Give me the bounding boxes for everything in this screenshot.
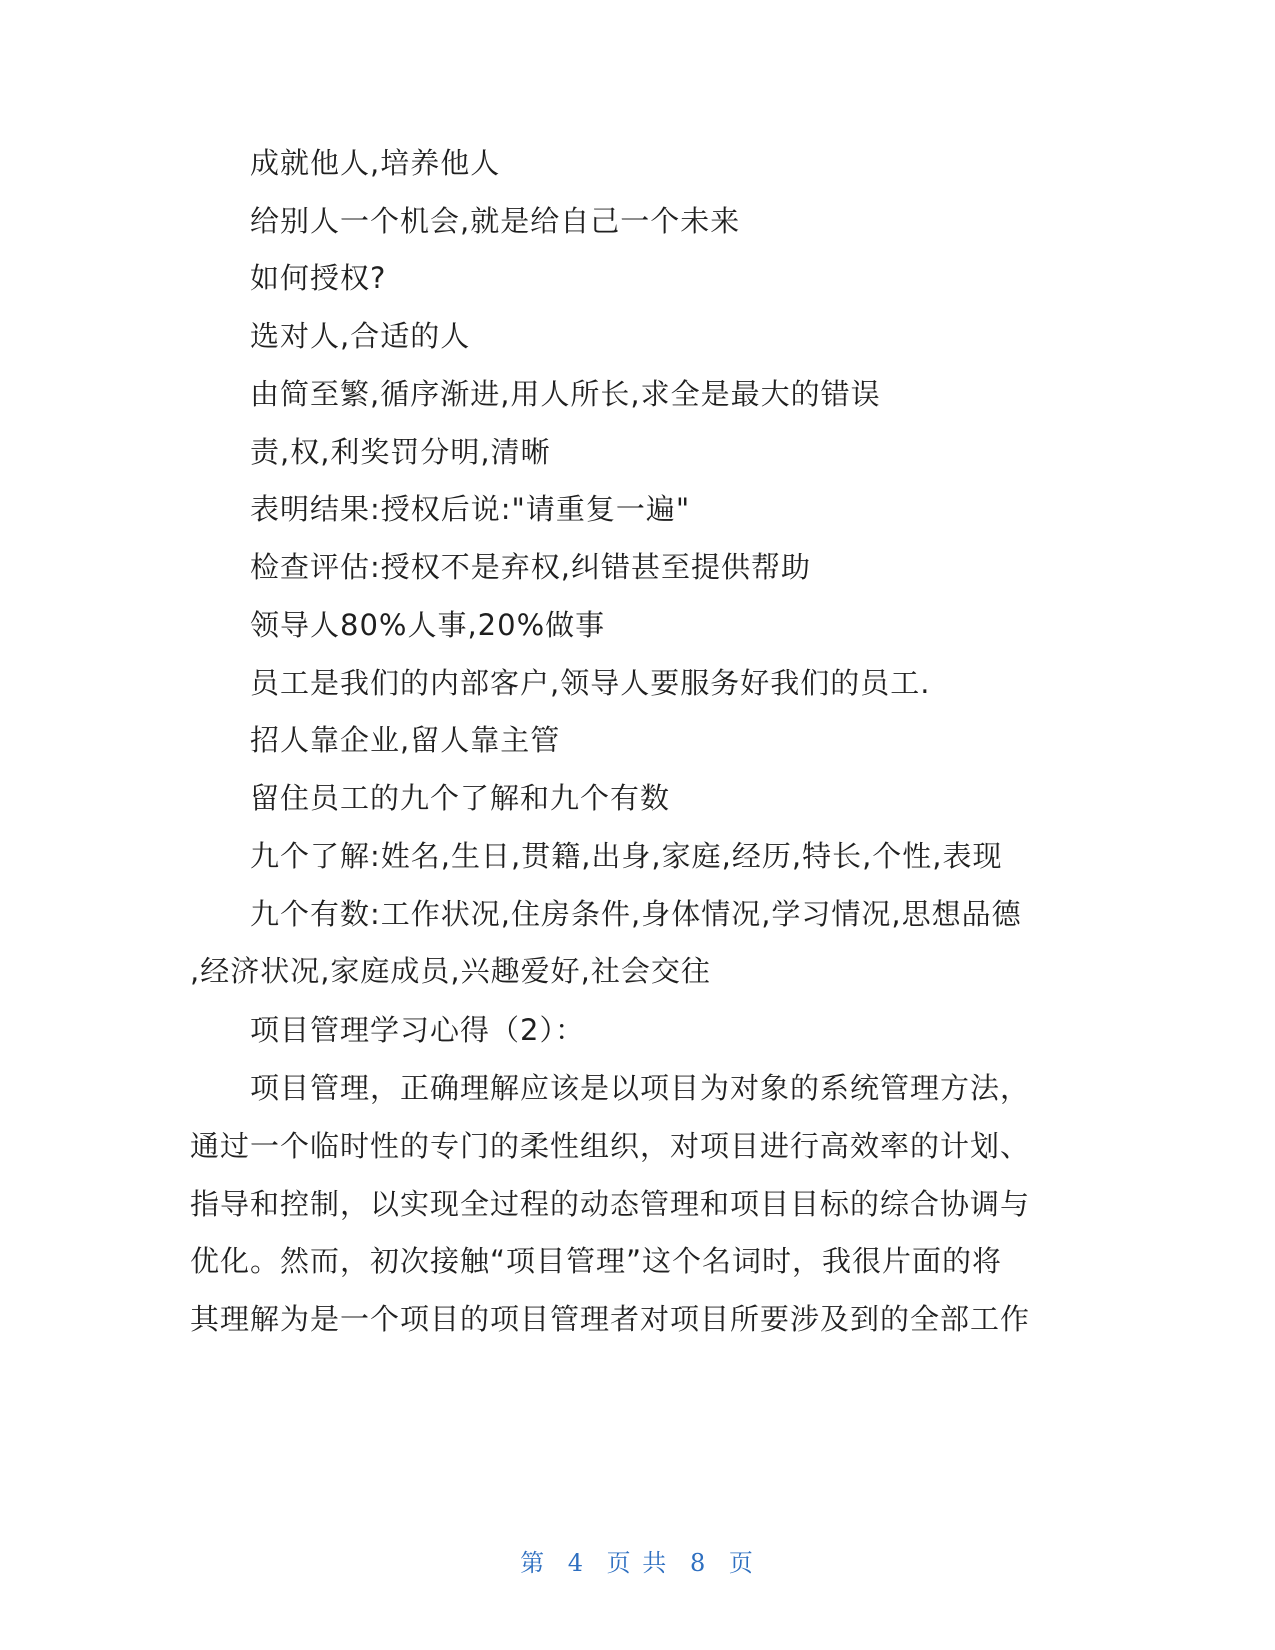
paragraph-line: 其理解为是一个项目的项目管理者对项目所要涉及到的全部工作: [190, 1302, 1031, 1336]
footer-middle: 页 共: [606, 1549, 669, 1577]
section-heading: 项目管理学习心得（2）：: [250, 1013, 585, 1047]
paragraph-line: 优化。然而，初次接触“项目管理”这个名词时，我很片面的将: [190, 1244, 1003, 1278]
text-line-continuation: ,经济状况,家庭成员,兴趣爱好,社会交往: [190, 954, 711, 988]
footer-total-pages: 8: [689, 1549, 708, 1577]
footer-prefix: 第: [520, 1549, 547, 1577]
text-line: 领导人80%人事,20%做事: [250, 608, 606, 642]
page-footer: [0, 1543, 1275, 1578]
footer-suffix: 页: [728, 1549, 755, 1577]
paragraph-line: 指导和控制，以实现全过程的动态管理和项目目标的综合协调与: [190, 1187, 1031, 1221]
text-line: 选对人,合适的人: [250, 319, 471, 353]
text-line: 九个了解:姓名,生日,贯籍,出身,家庭,经历,特长,个性,表现: [250, 839, 1003, 873]
footer-page-number: 4: [567, 1549, 586, 1577]
text-line: 检查评估:授权不是弃权,纠错甚至提供帮助: [250, 550, 811, 584]
text-line: 招人靠企业,留人靠主管: [250, 723, 561, 757]
text-line: 九个有数:工作状况,住房条件,身体情况,学习情况,思想品德: [250, 897, 1022, 931]
text-line: 员工是我们的内部客户,领导人要服务好我们的员工.: [250, 666, 931, 700]
text-line: 由简至繁,循序渐进,用人所长,求全是最大的错误: [250, 377, 881, 411]
text-line: 表明结果:授权后说:"请重复一遍": [250, 492, 691, 526]
text-line: 留住员工的九个了解和九个有数: [250, 781, 671, 815]
text-line: 责,权,利奖罚分明,清晰: [250, 435, 551, 469]
text-line: 给别人一个机会,就是给自己一个未来: [250, 204, 741, 238]
text-line: 如何授权?: [250, 261, 387, 295]
text-line: 成就他人,培养他人: [250, 146, 501, 180]
paragraph-line: 通过一个临时性的专门的柔性组织，对项目进行高效率的计划、: [190, 1129, 1031, 1163]
paragraph-line: 项目管理，正确理解应该是以项目为对象的系统管理方法，: [250, 1071, 1031, 1105]
